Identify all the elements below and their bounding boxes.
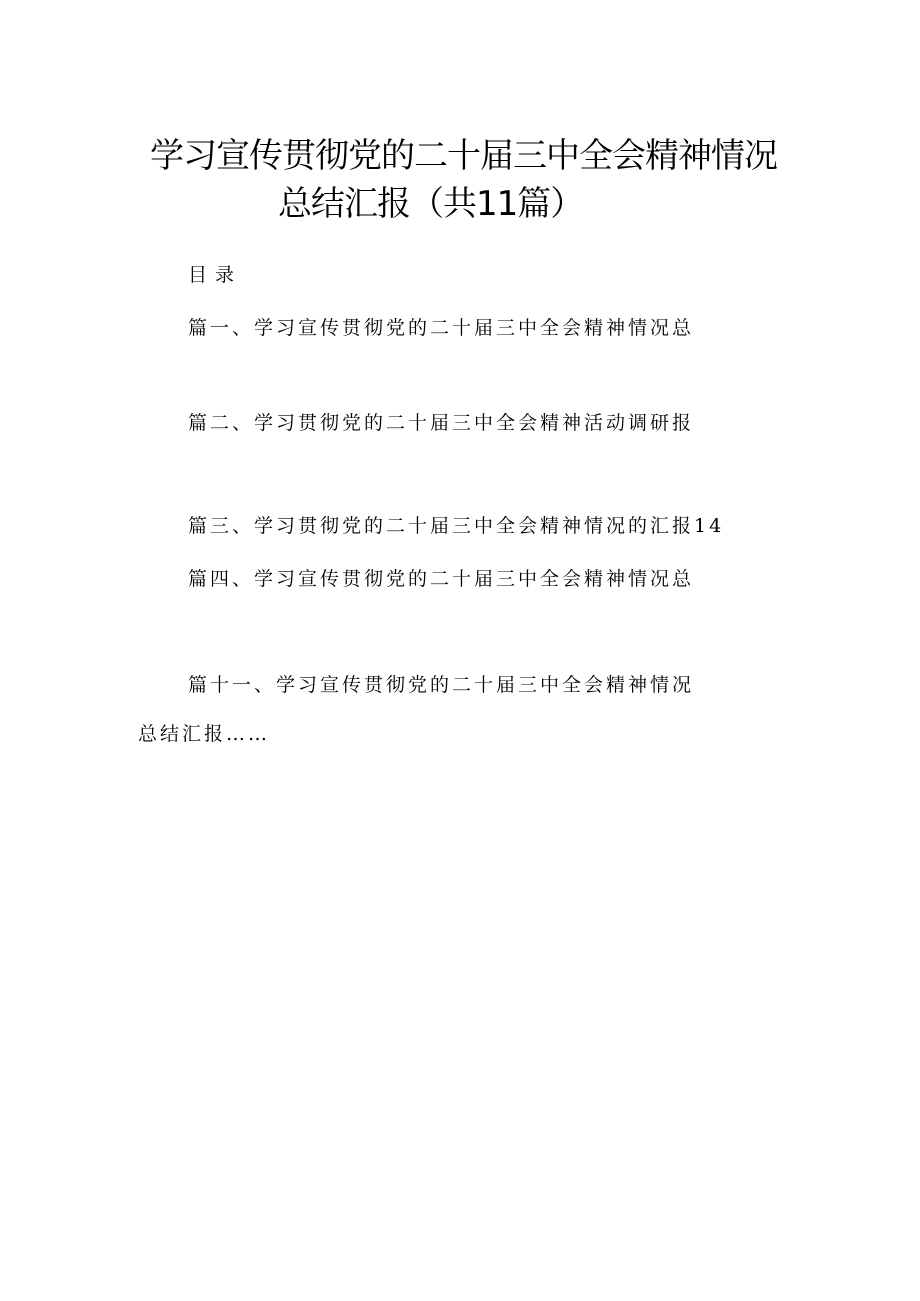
toc-item[interactable]: 篇十一、学习宣传贯彻党的二十届三中全会精神情况 [188,674,695,696]
toc-heading: 目录 [188,264,243,286]
toc-item[interactable]: 篇四、学习宣传贯彻党的二十届三中全会精神情况总 [188,568,695,590]
toc-item-continuation[interactable]: 总结汇报…… [138,723,271,745]
document-title-line-1: 学习宣传贯彻党的二十届三中全会精神情况 [150,136,777,176]
document-title-line-2: 总结汇报（共11篇） [278,184,584,224]
toc-item[interactable]: 篇三、学习贯彻党的二十届三中全会精神情况的汇报14 [188,515,725,537]
toc-item[interactable]: 篇一、学习宣传贯彻党的二十届三中全会精神情况总 [188,317,695,339]
toc-item[interactable]: 篇二、学习贯彻党的二十届三中全会精神活动调研报 [188,412,695,434]
